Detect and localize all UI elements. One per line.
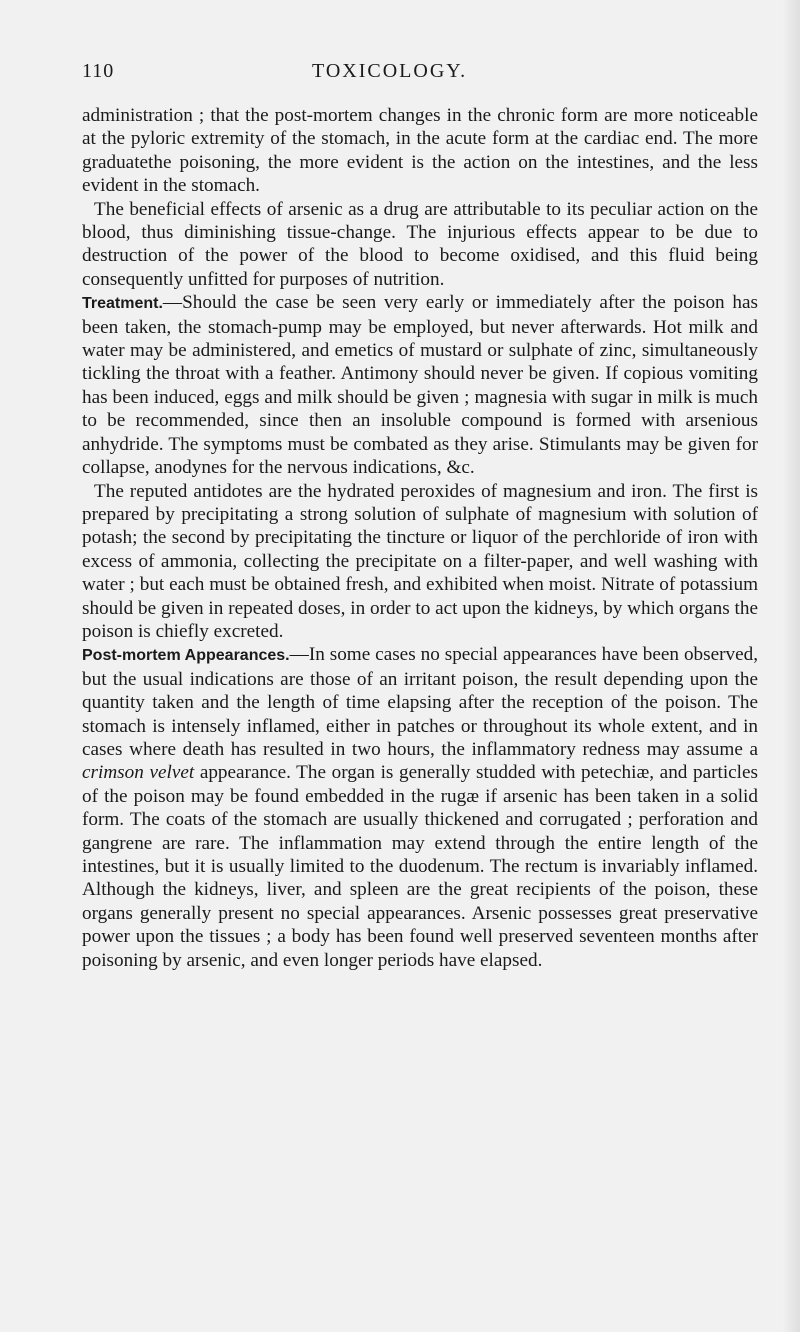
paragraph-text: appearance. The organ is generally studded with petechiæ, and particles of the poison may be found embedded in the rugæ if arsenic has been taken in a solid form. The coats of the stomach are usually thickened and corrugated ; perforation and gangrene are rare. The inflammation may extend through the entire length of the intestines, but it is usually limited to the duodenum. The rectum is invariably inflamed. Although the kidneys, liver, and spleen are the great recipients of the poison, these organs generally present no special appearances. Arsenic possesses great preservative power upon the tissues ; a body has been found well preserved seventeen months after poisoning by arsenic, and even longer periods have elapsed. [82,762,758,971]
page-header [82,60,758,90]
paragraph: administration ; that the post-mortem changes in the chronic form are more noticeable at the pyloric extremity of the stomach, in the acute form at the cardiac end. The more graduatethe poisoning, the more evident is the action on the intestines, and the less evident in the stomach. [82,105,758,197]
italic-phrase: crimson velvet [82,762,195,784]
treatment-paragraph [82,291,758,479]
body-text [82,104,758,972]
paragraph-text: —In some cases no special appearances have been observed, but the usual indications are those of an irritant poison, the result depending upon the quantity taken and the length of time elapsing after the reception of the poison. The stomach is intensely inflamed, either in patches or throughout its whole extent, and in cases where death has resulted in two hours, the inflammatory redness may assume a [82,644,759,760]
page-number: 110 [82,60,115,82]
section-heading-treatment: Treatment. [82,295,163,313]
paragraph: The reputed antidotes are the hydrated peroxides of magnesium and iron. The first is prepared by precipitating a strong solution of sulphate of magnesium with solution of potash; the second by precipitating the tincture or liquor of the perchloride of iron with excess of ammonia, collecting the precipitate on a filter-paper, and well washing with water ; but each must be obtained fresh, and exhibited when moist. Nitrate of potassium should be given in repeated doses, in order to act upon the kidneys, by which organs the poison is chiefly excreted. [82,480,758,642]
paragraph: The beneficial effects of arsenic as a drug are attributable to its peculiar action on the blood, thus diminishing tissue-change. The injurious effects appear to be due to destruction of the power of the blood to become oxidised, and this fluid being consequently unfitted for purposes of nutrition. [82,198,758,290]
running-head: TOXICOLOGY. [312,60,468,82]
section-heading-post-mortem: Post-mortem Appearances. [82,647,290,665]
post-mortem-paragraph [82,643,758,972]
paragraph-text: —Should the case be seen very early or immediately after the poison has been taken, the stomach-pump may be employed, but never afterwards. Hot milk and water may be administered, and emetics of mustard or sulphate of zinc, simultaneously tickling the throat with a feather. Antimony should never be given. If copious vomiting has been induced, eggs and milk should be given ; magnesia with sugar in milk is much to be recommended, since then an insoluble compound is formed with arsenious anhydride. The symptoms must be combated as they arise. Stimulants may be given for collapse, anodynes for the nervous indications, &c. [82,292,758,479]
page-edge-shadow [782,0,800,1332]
